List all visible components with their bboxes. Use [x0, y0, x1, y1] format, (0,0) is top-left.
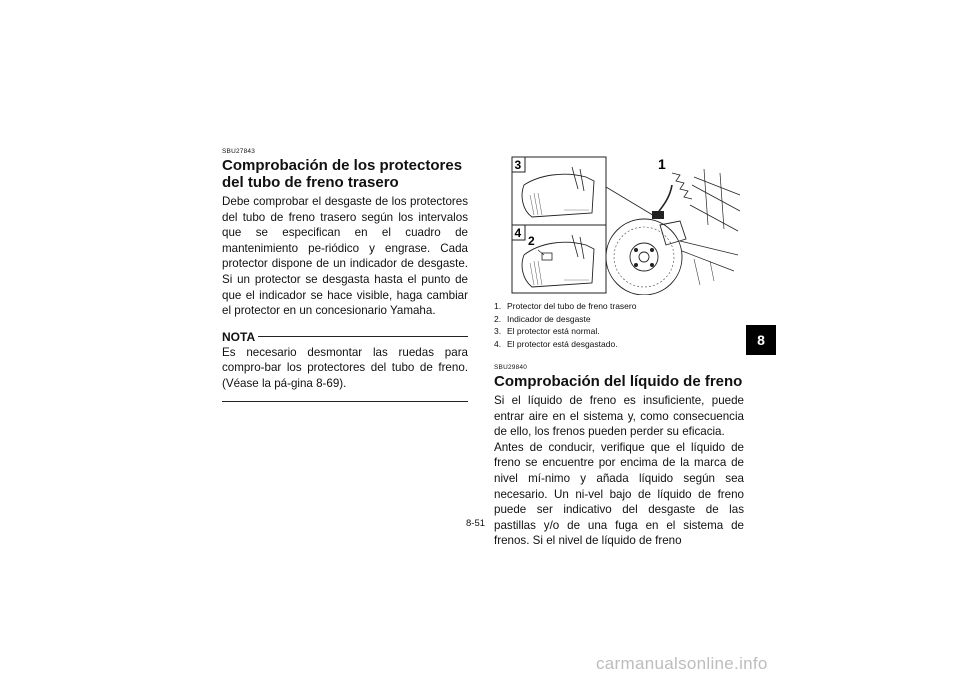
section-title: Comprobación del líquido de freno — [494, 373, 743, 390]
watermark: carmanualsonline.info — [596, 654, 768, 673]
section-code: SBU29840 — [494, 364, 528, 371]
page-number: 8-51 — [466, 518, 486, 529]
nota-label: NOTA — [222, 329, 256, 344]
nota-end-rule — [222, 401, 468, 402]
figure-label-2: 2 — [528, 234, 535, 248]
caption-item: 4. El protector está desgastado. — [494, 338, 618, 349]
section-title: Comprobación de los protectores del tubo de freno trasero — [222, 157, 463, 191]
brake-hose-protector-figure — [494, 155, 744, 295]
right-column — [494, 155, 744, 549]
brake-hose-illustration — [494, 155, 744, 295]
figure-label-3: 3 — [514, 158, 522, 172]
nota-header — [222, 330, 468, 344]
figure-caption-list — [494, 300, 744, 350]
nota-rule — [258, 336, 468, 337]
nota-text: Es necesario desmontar las ruedas para compro-bar los protectores del tubo de freno. (Véase la pá-gina 8-69). — [222, 345, 468, 390]
section-body: Debe comprobar el desgaste de los protectores del tubo de freno trasero según los intervalos que se especifican en el cuadro de mantenimiento pe-riódico y engrase. Cada protector dispone de un indicador de desgaste. Si un protector se desgasta hasta el punto de que el indicador se hace visible, haga cambiar el protector en un concesionario Yamaha. — [222, 195, 468, 318]
section-body: Si el líquido de freno es insuficiente, puede entrar aire en el sistema y, como consecuencia de ello, los frenos pueden perder su eficacia. Antes de conducir, verifique que el líquido de freno se encuentre por encima de la marca de nivel mí-nimo y añada líquido según sea necesario. Un ni-vel bajo de líquido de freno puede ser indicativo del desgaste de las pastillas y/o de una fuga en el sistema de frenos. Si el nivel de líquido de freno — [494, 394, 744, 548]
chapter-tab: 8 — [746, 325, 776, 355]
figure-label-1: 1 — [658, 156, 666, 172]
caption-item: 3. El protector está normal. — [494, 326, 600, 336]
section-code: SBU27843 — [222, 148, 256, 155]
caption-item: 1. Protector del tubo de freno trasero — [494, 301, 637, 311]
figure-label-4: 4 — [514, 226, 522, 240]
left-column — [222, 148, 468, 402]
caption-item: 2. Indicador de desgaste — [494, 313, 591, 324]
